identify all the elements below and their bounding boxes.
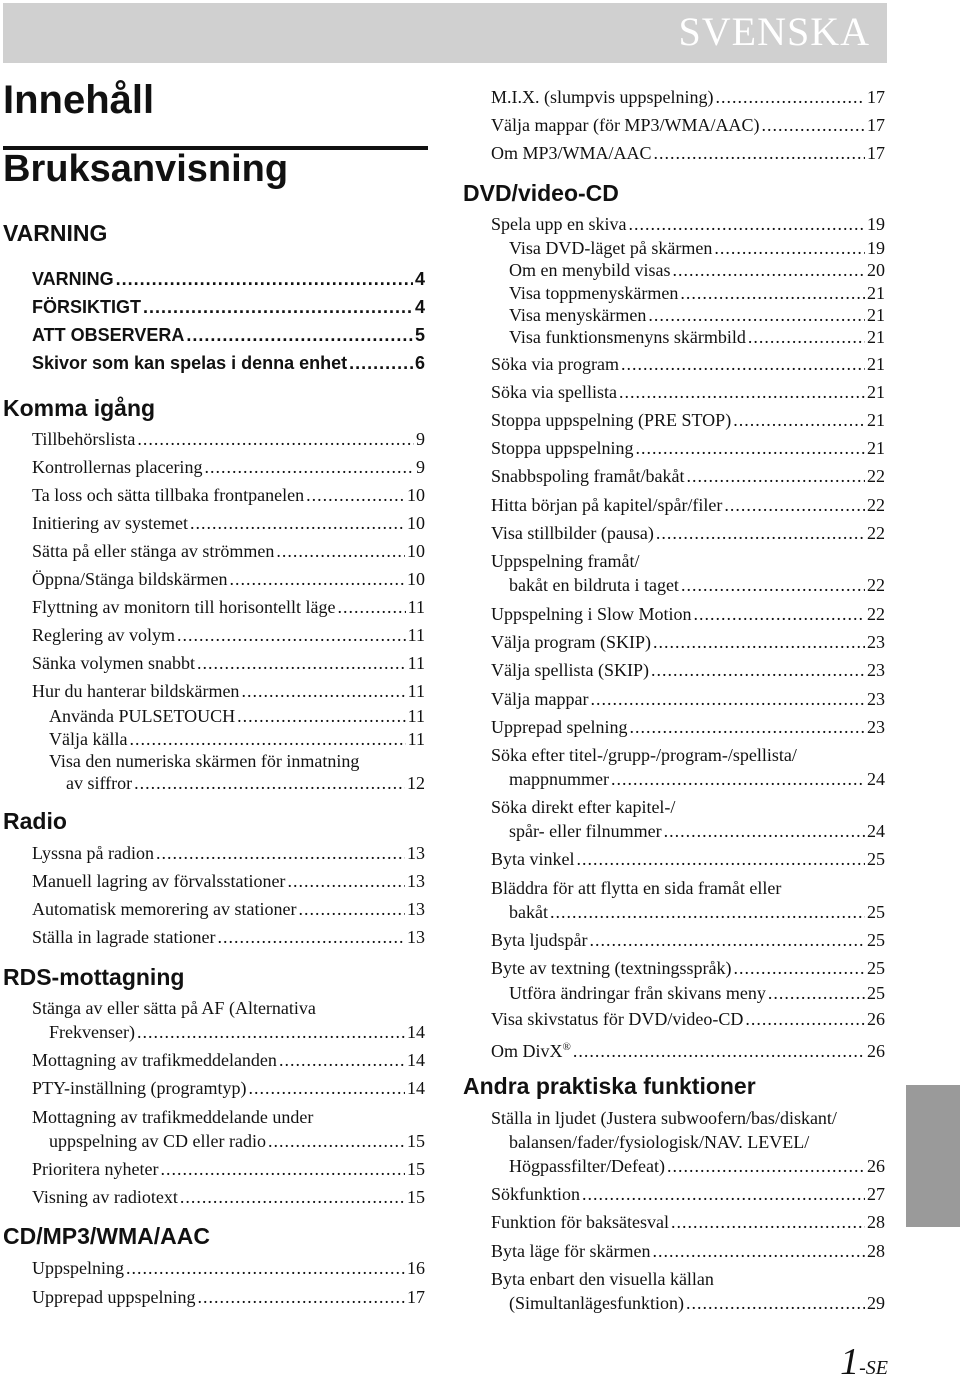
page-number-value: 1 xyxy=(840,1341,860,1383)
toc-leader xyxy=(681,574,865,596)
toc-entry-page: 15 xyxy=(407,1131,425,1151)
toc-leader xyxy=(716,86,866,108)
toc-leader xyxy=(573,1040,865,1062)
toc-entry-title: Upprepad uppspelning xyxy=(32,1287,196,1307)
toc-entry-line[interactable]: Uppspelning framåt/ xyxy=(491,551,640,571)
toc-entry[interactable] xyxy=(32,898,425,920)
toc-entry-page: 23 xyxy=(867,660,885,680)
toc-entry[interactable] xyxy=(491,957,885,979)
language-label: SVENSKA xyxy=(678,9,870,54)
toc-entry-page: 11 xyxy=(407,597,425,617)
toc-entry-title: Byta vinkel xyxy=(491,849,575,869)
toc-entry-title: Byta ljudspår xyxy=(491,930,588,950)
toc-leader xyxy=(156,842,405,864)
toc-entry-title: mappnummer xyxy=(509,769,609,789)
toc-leader xyxy=(733,409,865,431)
toc-entry-title: av siffror xyxy=(66,773,133,793)
toc-entry-page: 13 xyxy=(407,899,425,919)
toc-entry[interactable] xyxy=(32,456,425,478)
toc-entry-title: Byta läge för skärmen xyxy=(491,1241,651,1261)
toc-entry-page: 19 xyxy=(867,238,885,258)
toc-entry[interactable] xyxy=(491,631,885,653)
toc-leader xyxy=(248,1077,405,1099)
toc-entry-page: 14 xyxy=(407,1078,425,1098)
toc-entry[interactable] xyxy=(509,901,885,923)
toc-leader xyxy=(621,353,865,375)
toc-entry-title: Uppspelning i Slow Motion xyxy=(491,604,692,624)
toc-entry-title: Manuell lagring av förvalsstationer xyxy=(32,871,286,891)
toc-entry-page: 22 xyxy=(867,466,885,486)
toc-entry-title: Söka via program xyxy=(491,354,619,374)
toc-entry-text: Om DivX xyxy=(491,1041,563,1061)
toc-entry[interactable] xyxy=(32,484,425,506)
toc-entry[interactable] xyxy=(66,772,425,794)
toc-entry-title: Stoppa uppspelning (PRE STOP) xyxy=(491,410,732,430)
toc-entry-page: 21 xyxy=(867,438,885,458)
toc-entry[interactable] xyxy=(32,926,425,948)
toc-leader xyxy=(619,381,865,403)
toc-entry-line[interactable]: Ställa in ljudet (Justera subwoofern/bas/diskant/ xyxy=(491,1108,837,1128)
toc-entry[interactable] xyxy=(32,352,425,374)
toc-entry-page: 14 xyxy=(407,1022,425,1042)
toc-entry[interactable] xyxy=(491,142,885,164)
toc-leader xyxy=(137,428,414,450)
toc-entry-page: 25 xyxy=(867,983,885,1003)
toc-leader xyxy=(217,926,405,948)
toc-leader xyxy=(653,631,865,653)
toc-entry[interactable] xyxy=(32,1049,425,1071)
toc-entry-title: spår- eller filnummer xyxy=(509,821,662,841)
heading-cd: CD/MP3/WMA/AAC xyxy=(3,1223,210,1249)
toc-entry[interactable] xyxy=(509,237,885,259)
toc-leader xyxy=(768,982,865,1004)
toc-entry-title: Funktion för baksätesval xyxy=(491,1212,669,1232)
toc-entry-title: Visa funktionsmenyns skärmbild xyxy=(509,327,746,347)
toc-entry[interactable] xyxy=(509,820,885,842)
toc-entry-title: Söka via spellista xyxy=(491,382,617,402)
toc-leader xyxy=(664,820,865,842)
toc-entry-page: 13 xyxy=(407,871,425,891)
toc-entry-page: 28 xyxy=(867,1212,885,1232)
toc-entry[interactable] xyxy=(49,728,425,750)
toc-entry-page: 25 xyxy=(867,930,885,950)
toc-entry[interactable] xyxy=(491,86,885,108)
heading-radio: Radio xyxy=(3,808,67,834)
toc-entry-title: (Simultanlägesfunktion) xyxy=(509,1293,684,1313)
toc-entry-title: FÖRSIKTIGT xyxy=(32,297,141,317)
toc-leader xyxy=(714,237,865,259)
toc-entry[interactable] xyxy=(32,324,425,346)
toc-leader xyxy=(672,259,865,281)
toc-entry-title: Öppna/Stänga bildskärmen xyxy=(32,569,228,589)
toc-entry-page: 22 xyxy=(867,604,885,624)
toc-entry[interactable] xyxy=(32,568,425,590)
toc-entry-title: PTY-inställning (programtyp) xyxy=(32,1078,247,1098)
toc-entry[interactable] xyxy=(32,512,425,534)
toc-entry[interactable] xyxy=(491,494,885,516)
toc-entry[interactable] xyxy=(32,1286,425,1308)
toc-leader xyxy=(733,957,865,979)
toc-entry[interactable] xyxy=(509,304,885,326)
toc-entry[interactable] xyxy=(509,768,885,790)
toc-entry-line[interactable]: balansen/fader/fysiologisk/NAV. LEVEL/ xyxy=(509,1132,810,1152)
toc-entry-page: 24 xyxy=(867,821,885,841)
toc-entry-page: 10 xyxy=(407,569,425,589)
toc-entry-title: Stoppa uppspelning xyxy=(491,438,634,458)
toc-entry[interactable] xyxy=(491,1183,885,1205)
toc-entry-title: Ta loss och sätta tillbaka frontpanelen xyxy=(32,485,305,505)
toc-leader xyxy=(298,898,405,920)
toc-leader xyxy=(306,484,405,506)
toc-leader xyxy=(229,568,405,590)
toc-leader xyxy=(648,304,865,326)
toc-entry-page: 23 xyxy=(867,689,885,709)
toc-leader xyxy=(116,268,413,290)
toc-entry-page: 29 xyxy=(867,1293,885,1313)
toc-leader xyxy=(611,768,865,790)
toc-entry[interactable] xyxy=(491,688,885,710)
toc-entry-page: 23 xyxy=(867,717,885,737)
toc-entry[interactable] xyxy=(491,114,885,136)
heading-varning: VARNING xyxy=(3,220,108,246)
toc-entry-page: 14 xyxy=(407,1050,425,1070)
toc-entry-line[interactable]: Söka efter titel-/grupp-/program-/spellista/ xyxy=(491,745,797,765)
page-title: Innehåll xyxy=(3,78,155,122)
toc-entry-title: Tillbehörslista xyxy=(32,429,136,449)
toc-entry-title: Välja mappar (för MP3/WMA/AAC) xyxy=(491,115,760,135)
toc-entry[interactable] xyxy=(32,296,425,318)
toc-leader xyxy=(126,1257,405,1279)
heading-komma: Komma igång xyxy=(3,395,156,421)
toc-entry-title: Sökfunktion xyxy=(491,1184,581,1204)
toc-entry[interactable] xyxy=(509,326,885,348)
toc-entry-page: 10 xyxy=(407,485,425,505)
toc-entry[interactable] xyxy=(491,213,885,235)
toc-leader xyxy=(237,705,405,727)
toc-entry-title: Snabbspoling framåt/bakåt xyxy=(491,466,685,486)
section-title: Bruksanvisning xyxy=(3,148,289,190)
toc-entry-page: 17 xyxy=(407,1287,425,1307)
page-number-suffix: -SE xyxy=(859,1357,888,1379)
toc-leader xyxy=(748,326,865,348)
toc-entry-page: 9 xyxy=(416,429,425,449)
toc-entry-title: Högpassfilter/Defeat) xyxy=(509,1156,665,1176)
toc-entry[interactable] xyxy=(32,870,425,892)
toc-entry-title: Byte av textning (textningsspråk) xyxy=(491,958,732,978)
toc-entry[interactable] xyxy=(49,1021,425,1043)
toc-entry-title: Sänka volymen snabbt xyxy=(32,653,195,673)
toc-entry-title: Visning av radiotext xyxy=(32,1187,178,1207)
toc-entry-page: 5 xyxy=(414,325,425,345)
toc-entry-page: 22 xyxy=(867,495,885,515)
toc-entry[interactable] xyxy=(491,1211,885,1233)
toc-entry-page: 12 xyxy=(407,773,425,793)
toc-entry-title xyxy=(491,1036,571,1062)
side-tab xyxy=(906,1085,960,1227)
toc-leader xyxy=(686,1292,865,1314)
toc-leader xyxy=(745,1008,865,1030)
toc-leader xyxy=(137,1021,405,1043)
toc-leader xyxy=(550,901,865,923)
toc-entry-line[interactable]: Stänga av eller sätta på AF (Alternativa xyxy=(32,998,316,1018)
toc-entry[interactable] xyxy=(491,659,885,681)
toc-entry[interactable] xyxy=(491,437,885,459)
toc-leader xyxy=(276,540,405,562)
toc-leader xyxy=(656,522,865,544)
toc-entry-page: 24 xyxy=(867,769,885,789)
toc-entry-page: 6 xyxy=(414,353,425,373)
toc-leader xyxy=(636,437,866,459)
heading-rds: RDS-mottagning xyxy=(3,964,185,990)
toc-entry[interactable] xyxy=(32,680,425,702)
toc-leader xyxy=(761,114,865,136)
toc-entry[interactable] xyxy=(491,381,885,403)
toc-entry-page: 27 xyxy=(867,1184,885,1204)
toc-entry[interactable] xyxy=(32,1186,425,1208)
toc-entry-title: uppspelning av CD eller radio xyxy=(49,1131,266,1151)
toc-entry-title: Kontrollernas placering xyxy=(32,457,203,477)
toc-entry-page: 25 xyxy=(867,849,885,869)
toc-entry[interactable] xyxy=(491,353,885,375)
toc-entry-line[interactable]: Byta enbart den visuella källan xyxy=(491,1269,714,1289)
toc-entry-page: 28 xyxy=(867,1241,885,1261)
toc-entry-title: Ställa in lagrade stationer xyxy=(32,927,216,947)
toc-leader xyxy=(190,512,405,534)
toc-entry-title: Välja mappar xyxy=(491,689,589,709)
toc-entry[interactable] xyxy=(32,1158,425,1180)
toc-entry-title: Uppspelning xyxy=(32,1258,124,1278)
toc-entry-page: 17 xyxy=(867,87,885,107)
toc-entry-page: 10 xyxy=(407,513,425,533)
toc-entry-page: 11 xyxy=(407,729,425,749)
toc-entry[interactable] xyxy=(32,624,425,646)
toc-entry[interactable] xyxy=(32,540,425,562)
toc-entry[interactable] xyxy=(32,596,425,618)
toc-leader xyxy=(349,352,413,374)
toc-entry-title: Välja källa xyxy=(49,729,128,749)
toc-entry-page: 17 xyxy=(867,143,885,163)
toc-leader xyxy=(143,296,413,318)
toc-leader xyxy=(241,680,405,702)
toc-leader xyxy=(134,772,405,794)
toc-entry[interactable] xyxy=(32,842,425,864)
toc-entry-title: Välja spellista (SKIP) xyxy=(491,660,649,680)
toc-entry-line[interactable]: Söka direkt efter kapitel-/ xyxy=(491,797,676,817)
toc-entry-title: Automatisk memorering av stationer xyxy=(32,899,297,919)
toc-leader xyxy=(654,142,865,164)
toc-leader xyxy=(651,659,865,681)
toc-entry-page: 21 xyxy=(867,382,885,402)
toc-entry-page: 21 xyxy=(867,283,885,303)
heading-dvd: DVD/video-CD xyxy=(463,180,619,206)
toc-leader xyxy=(667,1155,865,1177)
toc-entry-page: 13 xyxy=(407,843,425,863)
toc-entry-page: 25 xyxy=(867,902,885,922)
toc-entry[interactable] xyxy=(491,1240,885,1262)
toc-entry-title: bakåt xyxy=(509,902,548,922)
toc-leader xyxy=(577,848,866,870)
toc-leader xyxy=(197,652,406,674)
toc-leader xyxy=(629,716,865,738)
toc-leader xyxy=(590,688,865,710)
toc-leader xyxy=(177,624,406,646)
toc-entry-page: 21 xyxy=(867,327,885,347)
toc-entry-page: 22 xyxy=(867,575,885,595)
toc-entry-title: Skivor som kan spelas i denna enhet xyxy=(32,353,348,373)
toc-entry[interactable] xyxy=(491,848,885,870)
toc-leader xyxy=(652,1240,865,1262)
toc-entry-page: 19 xyxy=(867,214,885,234)
toc-leader xyxy=(680,282,865,304)
toc-entry-page: 26 xyxy=(867,1156,885,1176)
heading-andra: Andra praktiska funktioner xyxy=(463,1073,756,1099)
toc-entry[interactable] xyxy=(32,1077,425,1099)
toc-entry-page: 11 xyxy=(407,653,425,673)
toc-entry[interactable] xyxy=(509,574,885,596)
toc-leader xyxy=(279,1049,405,1071)
toc-entry-page: 26 xyxy=(867,1041,885,1061)
toc-entry-page: 21 xyxy=(867,410,885,430)
toc-entry-page: 21 xyxy=(867,354,885,374)
toc-entry-title: Hitta början på kapitel/spår/filer xyxy=(491,495,723,515)
toc-entry-title: Hur du hanterar bildskärmen xyxy=(32,681,240,701)
toc-entry-page: 11 xyxy=(407,625,425,645)
toc-entry[interactable] xyxy=(491,409,885,431)
toc-entry-page: 4 xyxy=(414,269,425,289)
toc-entry-title: Visa DVD-läget på skärmen xyxy=(509,238,713,258)
toc-entry-title: Visa skivstatus för DVD/video-CD xyxy=(491,1009,744,1029)
toc-entry[interactable] xyxy=(49,705,425,727)
toc-entry-page: 9 xyxy=(416,457,425,477)
toc-entry-title: Utföra ändringar från skivans meny xyxy=(509,983,766,1003)
toc-entry[interactable] xyxy=(32,428,425,450)
toc-leader xyxy=(186,324,413,346)
toc-entry-title: Välja program (SKIP) xyxy=(491,632,651,652)
toc-entry-line[interactable]: Visa den numeriska skärmen för inmatning xyxy=(49,751,360,771)
toc-entry[interactable] xyxy=(509,259,885,281)
toc-entry-page: 23 xyxy=(867,632,885,652)
toc-leader xyxy=(724,494,865,516)
toc-entry[interactable] xyxy=(509,1292,885,1314)
toc-entry-page: 11 xyxy=(407,681,425,701)
toc-entry-page: 21 xyxy=(867,305,885,325)
toc-entry-page: 22 xyxy=(867,523,885,543)
toc-leader xyxy=(686,465,865,487)
toc-entry-title: Visa menyskärmen xyxy=(509,305,647,325)
toc-leader xyxy=(204,456,414,478)
toc-entry-title: Flyttning av monitorn till horisontellt läge xyxy=(32,597,336,617)
toc-entry-title: Prioritera nyheter xyxy=(32,1159,159,1179)
toc-leader xyxy=(671,1211,865,1233)
toc-entry-title: M.I.X. (slumpvis uppspelning) xyxy=(491,87,714,107)
toc-entry[interactable] xyxy=(491,716,885,738)
toc-entry[interactable] xyxy=(32,652,425,674)
toc-entry-page: 25 xyxy=(867,958,885,978)
toc-entry[interactable] xyxy=(491,929,885,951)
toc-entry[interactable] xyxy=(491,522,885,544)
toc-entry-title: Initiering av systemet xyxy=(32,513,188,533)
toc-entry-page: 11 xyxy=(407,706,425,726)
toc-entry-title: Lyssna på radion xyxy=(32,843,154,863)
toc-entry-title: VARNING xyxy=(32,269,114,289)
toc-entry-page: 13 xyxy=(407,927,425,947)
toc-leader xyxy=(582,1183,865,1205)
toc-leader xyxy=(180,1186,405,1208)
toc-entry[interactable] xyxy=(491,465,885,487)
toc-leader xyxy=(590,929,866,951)
toc-leader xyxy=(129,728,405,750)
toc-entry-title: Om en menybild visas xyxy=(509,260,671,280)
toc-entry-title: Använda PULSETOUCH xyxy=(49,706,236,726)
toc-entry[interactable] xyxy=(491,1036,885,1062)
toc-entry[interactable] xyxy=(32,1257,425,1279)
registered-mark: ® xyxy=(562,1041,571,1053)
toc-entry[interactable] xyxy=(509,982,885,1004)
toc-entry-title: bakåt en bildruta i taget xyxy=(509,575,679,595)
toc-entry-line[interactable]: Bläddra för att flytta en sida framåt eller xyxy=(491,878,782,898)
toc-leader xyxy=(694,603,865,625)
toc-entry[interactable] xyxy=(491,603,885,625)
toc-entry-title: Om MP3/WMA/AAC xyxy=(491,143,652,163)
toc-leader xyxy=(628,213,865,235)
toc-leader xyxy=(268,1130,405,1152)
toc-entry-page: 15 xyxy=(407,1159,425,1179)
toc-entry[interactable] xyxy=(32,268,425,290)
toc-entry-page: 20 xyxy=(867,260,885,280)
toc-leader xyxy=(197,1286,405,1308)
toc-entry-page: 17 xyxy=(867,115,885,135)
toc-entry-title: Frekvenser) xyxy=(49,1022,135,1042)
toc-entry-title: Visa toppmenyskärmen xyxy=(509,283,679,303)
toc-entry-page: 15 xyxy=(407,1187,425,1207)
toc-entry-title: Upprepad spelning xyxy=(491,717,628,737)
toc-entry-title: ATT OBSERVERA xyxy=(32,325,185,345)
toc-entry-title: Visa stillbilder (pausa) xyxy=(491,523,654,543)
toc-leader xyxy=(287,870,405,892)
toc-entry-title: Reglering av volym xyxy=(32,625,175,645)
toc-entry-line[interactable]: Mottagning av trafikmeddelande under xyxy=(32,1107,314,1127)
toc-entry-page: 4 xyxy=(414,297,425,317)
toc-entry[interactable] xyxy=(509,282,885,304)
toc-entry-title: Mottagning av trafikmeddelanden xyxy=(32,1050,277,1070)
toc-entry-title: Spela upp en skiva xyxy=(491,214,627,234)
toc-entry[interactable] xyxy=(49,1130,425,1152)
toc-entry[interactable] xyxy=(491,1008,885,1030)
toc-entry-page: 26 xyxy=(867,1009,885,1029)
toc-entry-page: 10 xyxy=(407,541,425,561)
toc-entry-title: Sätta på eller stänga av strömmen xyxy=(32,541,275,561)
toc-entry[interactable] xyxy=(509,1155,885,1177)
toc-leader xyxy=(160,1158,405,1180)
toc-leader xyxy=(337,596,405,618)
toc-entry-page: 16 xyxy=(407,1258,425,1278)
page-number xyxy=(840,1340,888,1384)
